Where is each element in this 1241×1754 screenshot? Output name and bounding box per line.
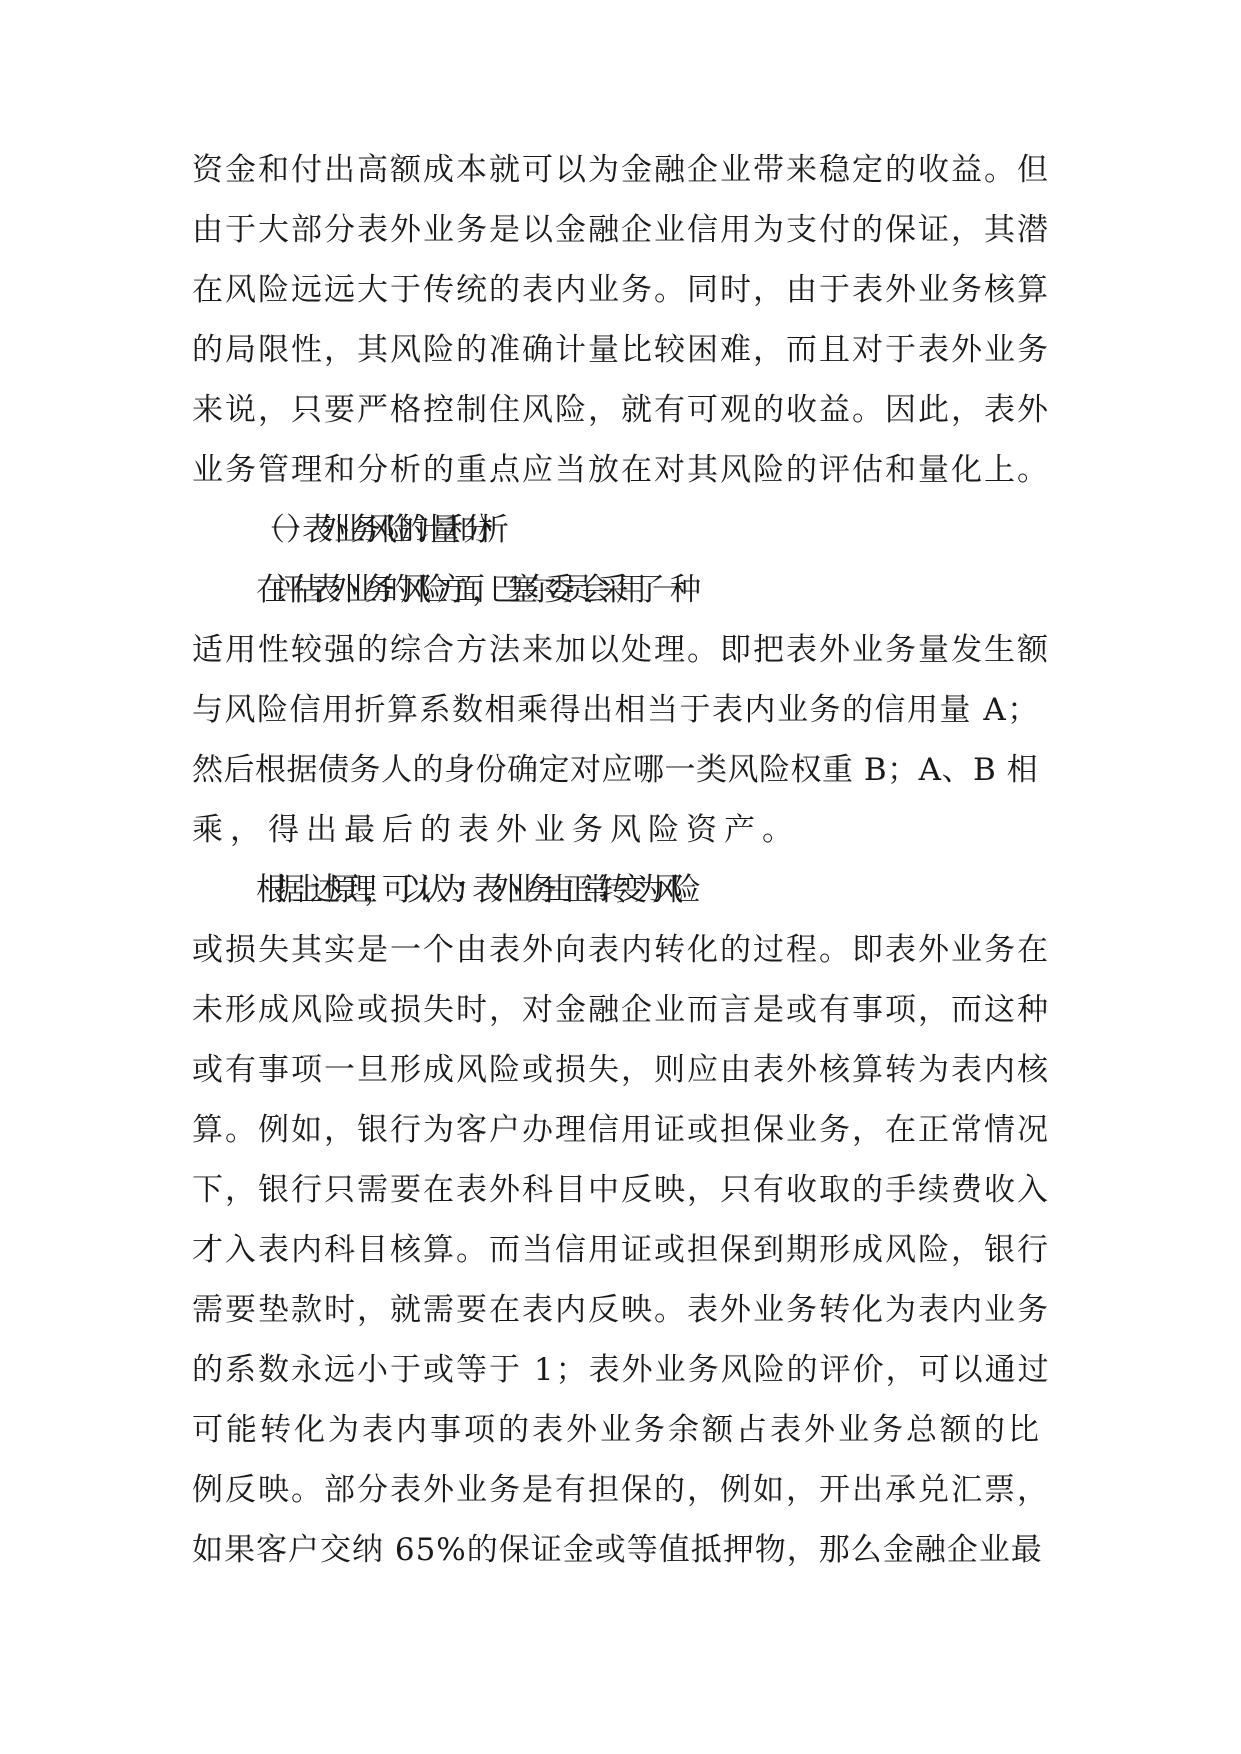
text-line: 或损失其实是一个由表外向表内转化的过程。即表外业务在 <box>192 932 1050 968</box>
text-line: 如果客户交纳 65%的保证金或等值抵押物，那么金融企业最 <box>192 1532 1043 1568</box>
text-line: 的系数永远小于或等于 1；表外业务风险的评价，可以通过 <box>192 1352 1051 1388</box>
text-line: 或有事项一旦形成风险或损失，则应由表外核算转为表内核 <box>192 1052 1050 1088</box>
text-line: 来说，只要严格控制住风险，就有可观的收益。因此，表外 <box>192 392 1050 428</box>
text-line: 乘，得出最后的表外业务风险资产。 <box>192 812 800 848</box>
text-line: 根据上述原理，可以认为：表外业务由正常转变为风险 <box>256 872 688 908</box>
text-line: 下，银行只需要在表外科目中反映，只有收取的手续费收入 <box>192 1172 1050 1208</box>
text-line: 需要垫款时，就需要在表内反映。表外业务转化为表内业务 <box>192 1292 1050 1328</box>
text-line: 与风险信用折算系数相乘得出相当于表内业务的信用量 A； <box>192 692 1040 728</box>
text-line: 才入表内科目核算。而当信用证或担保到期形成风险，银行 <box>192 1232 1050 1268</box>
text-line: 可能转化为表内事项的表外业务余额占表外业务总额的比 <box>192 1412 1042 1448</box>
section-heading: （一）表外业务风险的计量和分析 <box>254 512 494 548</box>
text-line: 在评估表外业务的风险方面，巴塞尔委员会采用了一种 <box>256 572 688 608</box>
text-line: 的局限性，其风险的准确计量比较困难，而且对于表外业务 <box>192 332 1050 368</box>
text-line: 由于大部分表外业务是以金融企业信用为支付的保证，其潜 <box>192 212 1050 248</box>
text-line: 业务管理和分析的重点应当放在对其风险的评估和量化上。 <box>192 452 1050 488</box>
text-line: 适用性较强的综合方法来加以处理。即把表外业务量发生额 <box>192 632 1050 668</box>
text-line: 算。例如，银行为客户办理信用证或担保业务，在正常情况 <box>192 1112 1050 1148</box>
text-line: 例反映。部分表外业务是有担保的，例如，开出承兑汇票， <box>192 1472 1050 1508</box>
text-line: 资金和付出高额成本就可以为金融企业带来稳定的收益。但 <box>192 152 1050 188</box>
text-line: 然后根据债务人的身份确定对应哪一类风险权重 B；A、B 相 <box>192 752 1039 788</box>
text-line: 未形成风险或损失时，对金融企业而言是或有事项，而这种 <box>192 992 1050 1028</box>
text-line: 在风险远远大于传统的表内业务。同时，由于表外业务核算 <box>192 272 1050 308</box>
